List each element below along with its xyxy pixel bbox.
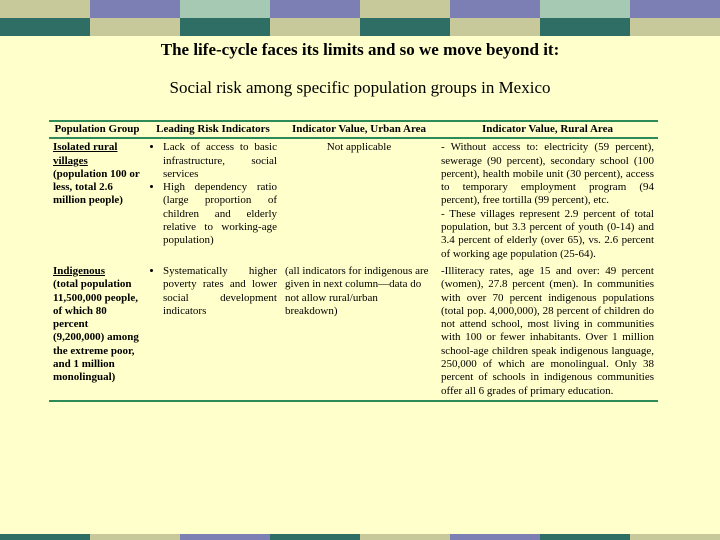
band-segment [0,534,90,540]
band-segment [450,0,540,36]
rural-value-cell: -Illiteracy rates, age 15 and over: 49 percent (women), 27.8 percent (men). In communities with over 70 percent indigenous populations (total pop. 4,000,000), 28 percent of children do not attend school, most living in communities with 100 or fewer inhabitants. Over 1 million school-age children speak indigenous language, 250,000 of which are monolingual. Only 38 percent of schools in indigenous communities offer all 6 grades of primary education. [437,263,658,401]
table-row [49,138,658,263]
group-title: Isolated rural villages [53,141,118,167]
urban-value-cell: Not applicable [326,141,392,154]
top-decorative-band [0,0,720,36]
risk-indicators-cell [145,138,281,263]
group-description: (total population 11,500,000 people, of which 80 percent (9,200,000) among the extreme poor, and 1 million monolingual) [53,278,139,384]
urban-value-cell: (all indicators for indigenous are given in next column—data do not allow rural/urban breakdown) [281,263,437,401]
indicator-item: • Lack of access to basic infrastructure, social services [163,141,277,181]
group-description: (population 100 or less, total 2.6 million people) [53,167,140,207]
band-segment [450,534,540,540]
indicator-item: • High dependency ratio (large proportion of children and elderly relative to working-age population) [163,181,277,247]
slide-title: The life-cycle faces its limits and so we move beyond it: [160,40,560,59]
band-segment [0,0,90,36]
population-group-cell [49,138,145,263]
indicator-item: • Systematically higher poverty rates and lower social development indicators [163,265,277,318]
group-title: Indigenous [53,264,105,277]
risk-table [49,120,658,402]
band-segment [90,0,180,36]
indicator-list [149,141,277,247]
risk-indicators-cell [145,263,281,401]
band-segment [180,0,270,36]
band-segment [540,534,630,540]
bottom-decorative-band [0,534,720,540]
table-row [49,263,658,401]
band-segment [180,534,270,540]
band-segment [270,534,360,540]
table-header-row [49,121,658,138]
band-segment [630,534,720,540]
band-segment [360,534,450,540]
column-header: Leading Risk Indicators [145,121,281,138]
slide-subtitle: Social risk among specific population groups in Mexico [169,78,551,97]
band-segment [270,0,360,36]
band-segment [90,534,180,540]
rural-value-cell: - Without access to: electricity (59 percent), sewerage (90 percent), secondary school (100 percent), health mobile unit (30 percent), access to temporary employment program (94 percent), free tortilla (99 percent), etc. - These villages represent 2.9 percent of total population, but 3.3 percent of youth (0-14) and 3.4 percent of elderly (over 65), vs. 2.6 percent of working age population (25-64). [441,141,654,260]
indicator-list [149,265,277,318]
column-header: Population Group [49,121,145,138]
column-header: Indicator Value, Urban Area [281,121,437,138]
band-segment [540,0,630,36]
column-header: Indicator Value, Rural Area [437,121,658,138]
band-segment [360,0,450,36]
band-segment [630,0,720,36]
population-group-cell [49,263,145,401]
